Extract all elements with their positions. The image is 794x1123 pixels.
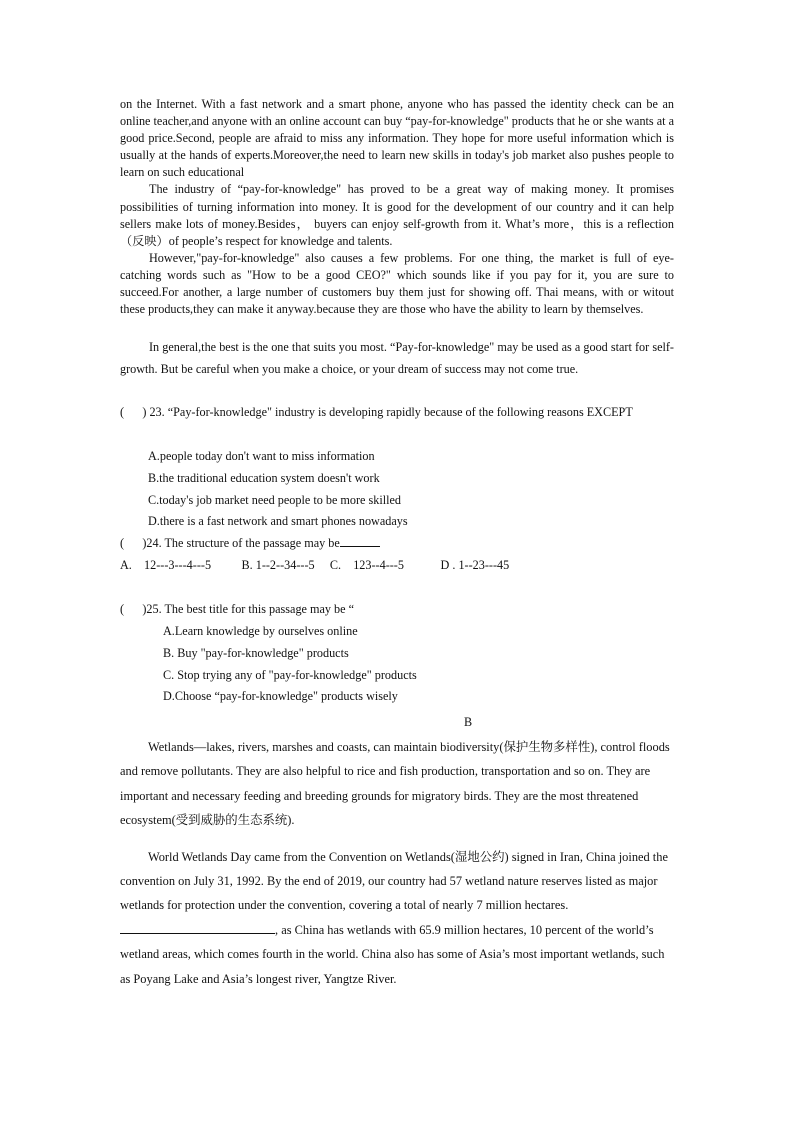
answer-paren: ( ) — [120, 405, 147, 419]
question-25-options — [163, 621, 417, 708]
answer-paren: ( ) — [120, 602, 147, 616]
passage-paragraph: In general,the best is the one that suits you most. “Pay-for-knowledge" may be used as a good start for self-growth. But be careful when you make a choice, or your dream of success may not come true. — [120, 340, 674, 376]
option-b: B.the traditional education system doesn't work — [148, 470, 380, 485]
question-23-options — [148, 446, 408, 533]
passage-paragraph: Wetlands—lakes, rivers, marshes and coasts, can maintain biodiversity(保护生物多样性), control floods and remove pollutants. They are also helpful to rice and fish production, transportation and so on. They are important and necessary feeding and breeding grounds for migratory birds. They are the most threatened ecosystem(受到威胁的生态系统). — [120, 740, 670, 828]
question-stem: 23. “Pay-for-knowledge" industry is developing rapidly because of the following reasons EXCEPT — [146, 405, 633, 419]
passage-a-top — [120, 96, 674, 318]
answer-blank[interactable] — [120, 921, 275, 934]
option-a: A.Learn knowledge by ourselves online — [163, 624, 358, 638]
question-stem: 25. The best title for this passage may be “ — [146, 602, 354, 616]
section-heading: B — [464, 715, 473, 729]
passage-paragraph: The industry of “pay-for-knowledge" has proved to be a great way of making money. It promises possibilities of turning information into money. It is good for the development of our country and it can help sellers make lots of money.Besides， buyers can enjoy self-growth from it. What’s more，this is a reflection （反映）of people’s respect for knowledge and talents. — [120, 182, 674, 248]
passage-paragraph: on the Internet. With a fast network and a smart phone, anyone who has passed the identity check can be an online teacher,and anyone with an online account can buy “pay-for-knowledge" products that he or she wants at a good price.Second, people are afraid to miss any information. They hope for more useful information which is usually at the hands of experts.Moreover,the need to learn new skills in today's job market also pushes people to learn on such educational — [120, 97, 674, 180]
option-b: B. Buy "pay-for-knowledge" products — [163, 645, 349, 660]
answer-paren: ( ) — [120, 536, 147, 550]
option-d: D.there is a fast network and smart phones nowadays — [148, 514, 408, 529]
passage-b — [120, 735, 674, 991]
passage-paragraph: However,"pay-for-knowledge" also causes a few problems. For one thing, the market is full of eye-catching words such as "How to be a good CEO?" which sounds like if you pay for it, you are sure to succeed.For another, a large number of customers buy them just for showing off. Thai means, with or witout these products,they can make it anyway.because they are those who have the ability to learn by themselves. — [120, 250, 674, 317]
question-24 — [120, 533, 674, 555]
text-run: World Wetlands Day came from the Convention on Wetlands(湿地公约) signed in Iran, China joined the convention on July 31, 1992. By the end of 2019, our country had 57 wetland nature reserves listed as major wetlands for protection under the convention, covering a total of nearly 7 million hectares. — [120, 849, 668, 913]
answer-blank — [340, 534, 380, 547]
question-24-options: A. 12---3---4---5 B. 1--2--34---5 C. 123--4---5 D . 1--23---45 — [120, 558, 510, 572]
passage-paragraph — [120, 845, 674, 991]
question-25 — [120, 599, 674, 621]
option-c: C. Stop trying any of "pay-for-knowledge" products — [163, 667, 417, 682]
question-23 — [120, 402, 674, 424]
paragraph-gap — [120, 833, 674, 845]
passage-a-conclusion — [120, 337, 674, 381]
question-stem: 24. The structure of the passage may be — [146, 536, 340, 550]
option-d: D.Choose “pay-for-knowledge" products wisely — [163, 689, 398, 704]
text-run: , as China has wetlands with 65.9 million hectares, 10 percent of the world’s wetland areas, which comes fourth in the world. China also has some of Asia’s most important wetlands, such as Poyang Lake and Asia’s longest river, Yangtze River. — [120, 922, 665, 986]
option-c: C.today's job market need people to be more skilled — [148, 492, 401, 507]
option-a: A.people today don't want to miss information — [148, 449, 375, 463]
